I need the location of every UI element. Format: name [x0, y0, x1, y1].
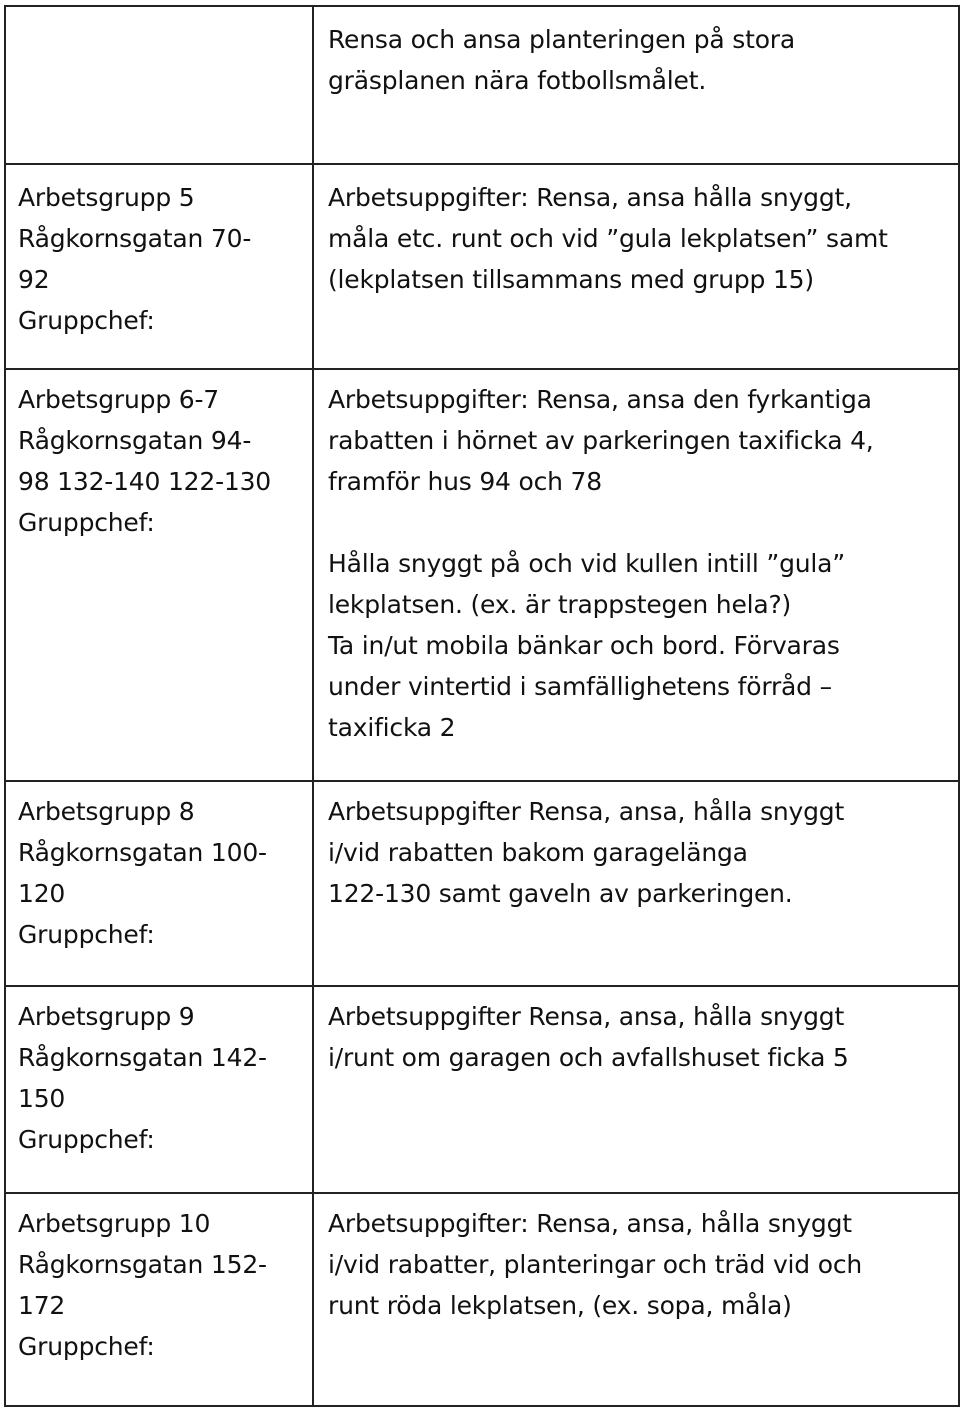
group-cell	[5, 986, 313, 1193]
group-info	[6, 7, 312, 19]
group-cell	[5, 6, 313, 164]
paragraph-spacer	[314, 502, 958, 543]
group-info: Arbetsgrupp 8 Rågkornsgatan 100- 120 Gruppchef:	[18, 797, 267, 949]
table-row	[5, 164, 959, 369]
task-description: Arbetsuppgifter Rensa, ansa, hålla snyggt i/vid rabatten bakom garagelänga 122-130 samt gaveln av parkeringen.	[328, 797, 845, 908]
group-cell	[5, 781, 313, 986]
group-cell	[5, 1193, 313, 1406]
tasks-cell	[313, 6, 959, 164]
group-info: Arbetsgrupp 10 Rågkornsgatan 152- 172 Gruppchef:	[18, 1209, 267, 1361]
group-info: Arbetsgrupp 5 Rågkornsgatan 70- 92 Gruppchef:	[18, 183, 252, 335]
tasks-cell	[313, 369, 959, 781]
task-description: Arbetsuppgifter: Rensa, ansa den fyrkantiga rabatten i hörnet av parkeringen taxificka 4, framför hus 94 och 78	[328, 385, 874, 496]
tasks-cell	[313, 164, 959, 369]
group-info: Arbetsgrupp 6-7 Rågkornsgatan 94- 98 132-140 122-130 Gruppchef:	[18, 385, 272, 537]
task-description: Hålla snyggt på och vid kullen intill ”gula” lekplatsen. (ex. är trappstegen hela?) Ta in/ut mobila bänkar och bord. Förvaras under vintertid i samfällighetens förråd – taxificka 2	[328, 549, 846, 742]
group-info: Arbetsgrupp 9 Rågkornsgatan 142- 150 Gruppchef:	[18, 1002, 267, 1154]
tasks-cell	[313, 781, 959, 986]
tasks-cell	[313, 986, 959, 1193]
group-cell	[5, 164, 313, 369]
work-group-table	[4, 5, 960, 1407]
task-description: Rensa och ansa planteringen på stora gräsplanen nära fotbollsmålet.	[328, 25, 795, 95]
task-description: Arbetsuppgifter: Rensa, ansa, hålla snyggt i/vid rabatter, planteringar och träd vid och runt röda lekplatsen, (ex. sopa, måla)	[328, 1209, 863, 1320]
task-description: Arbetsuppgifter: Rensa, ansa hålla snyggt, måla etc. runt och vid ”gula lekplatsen” samt (lekplatsen tillsammans med grupp 15)	[328, 183, 888, 294]
group-cell	[5, 369, 313, 781]
table-row	[5, 781, 959, 986]
table-row	[5, 6, 959, 164]
task-description: Arbetsuppgifter Rensa, ansa, hålla snyggt i/runt om garagen och avfallshuset ficka 5	[328, 1002, 849, 1072]
table-row	[5, 369, 959, 781]
table-row	[5, 986, 959, 1193]
table-row	[5, 1193, 959, 1406]
tasks-cell	[313, 1193, 959, 1406]
